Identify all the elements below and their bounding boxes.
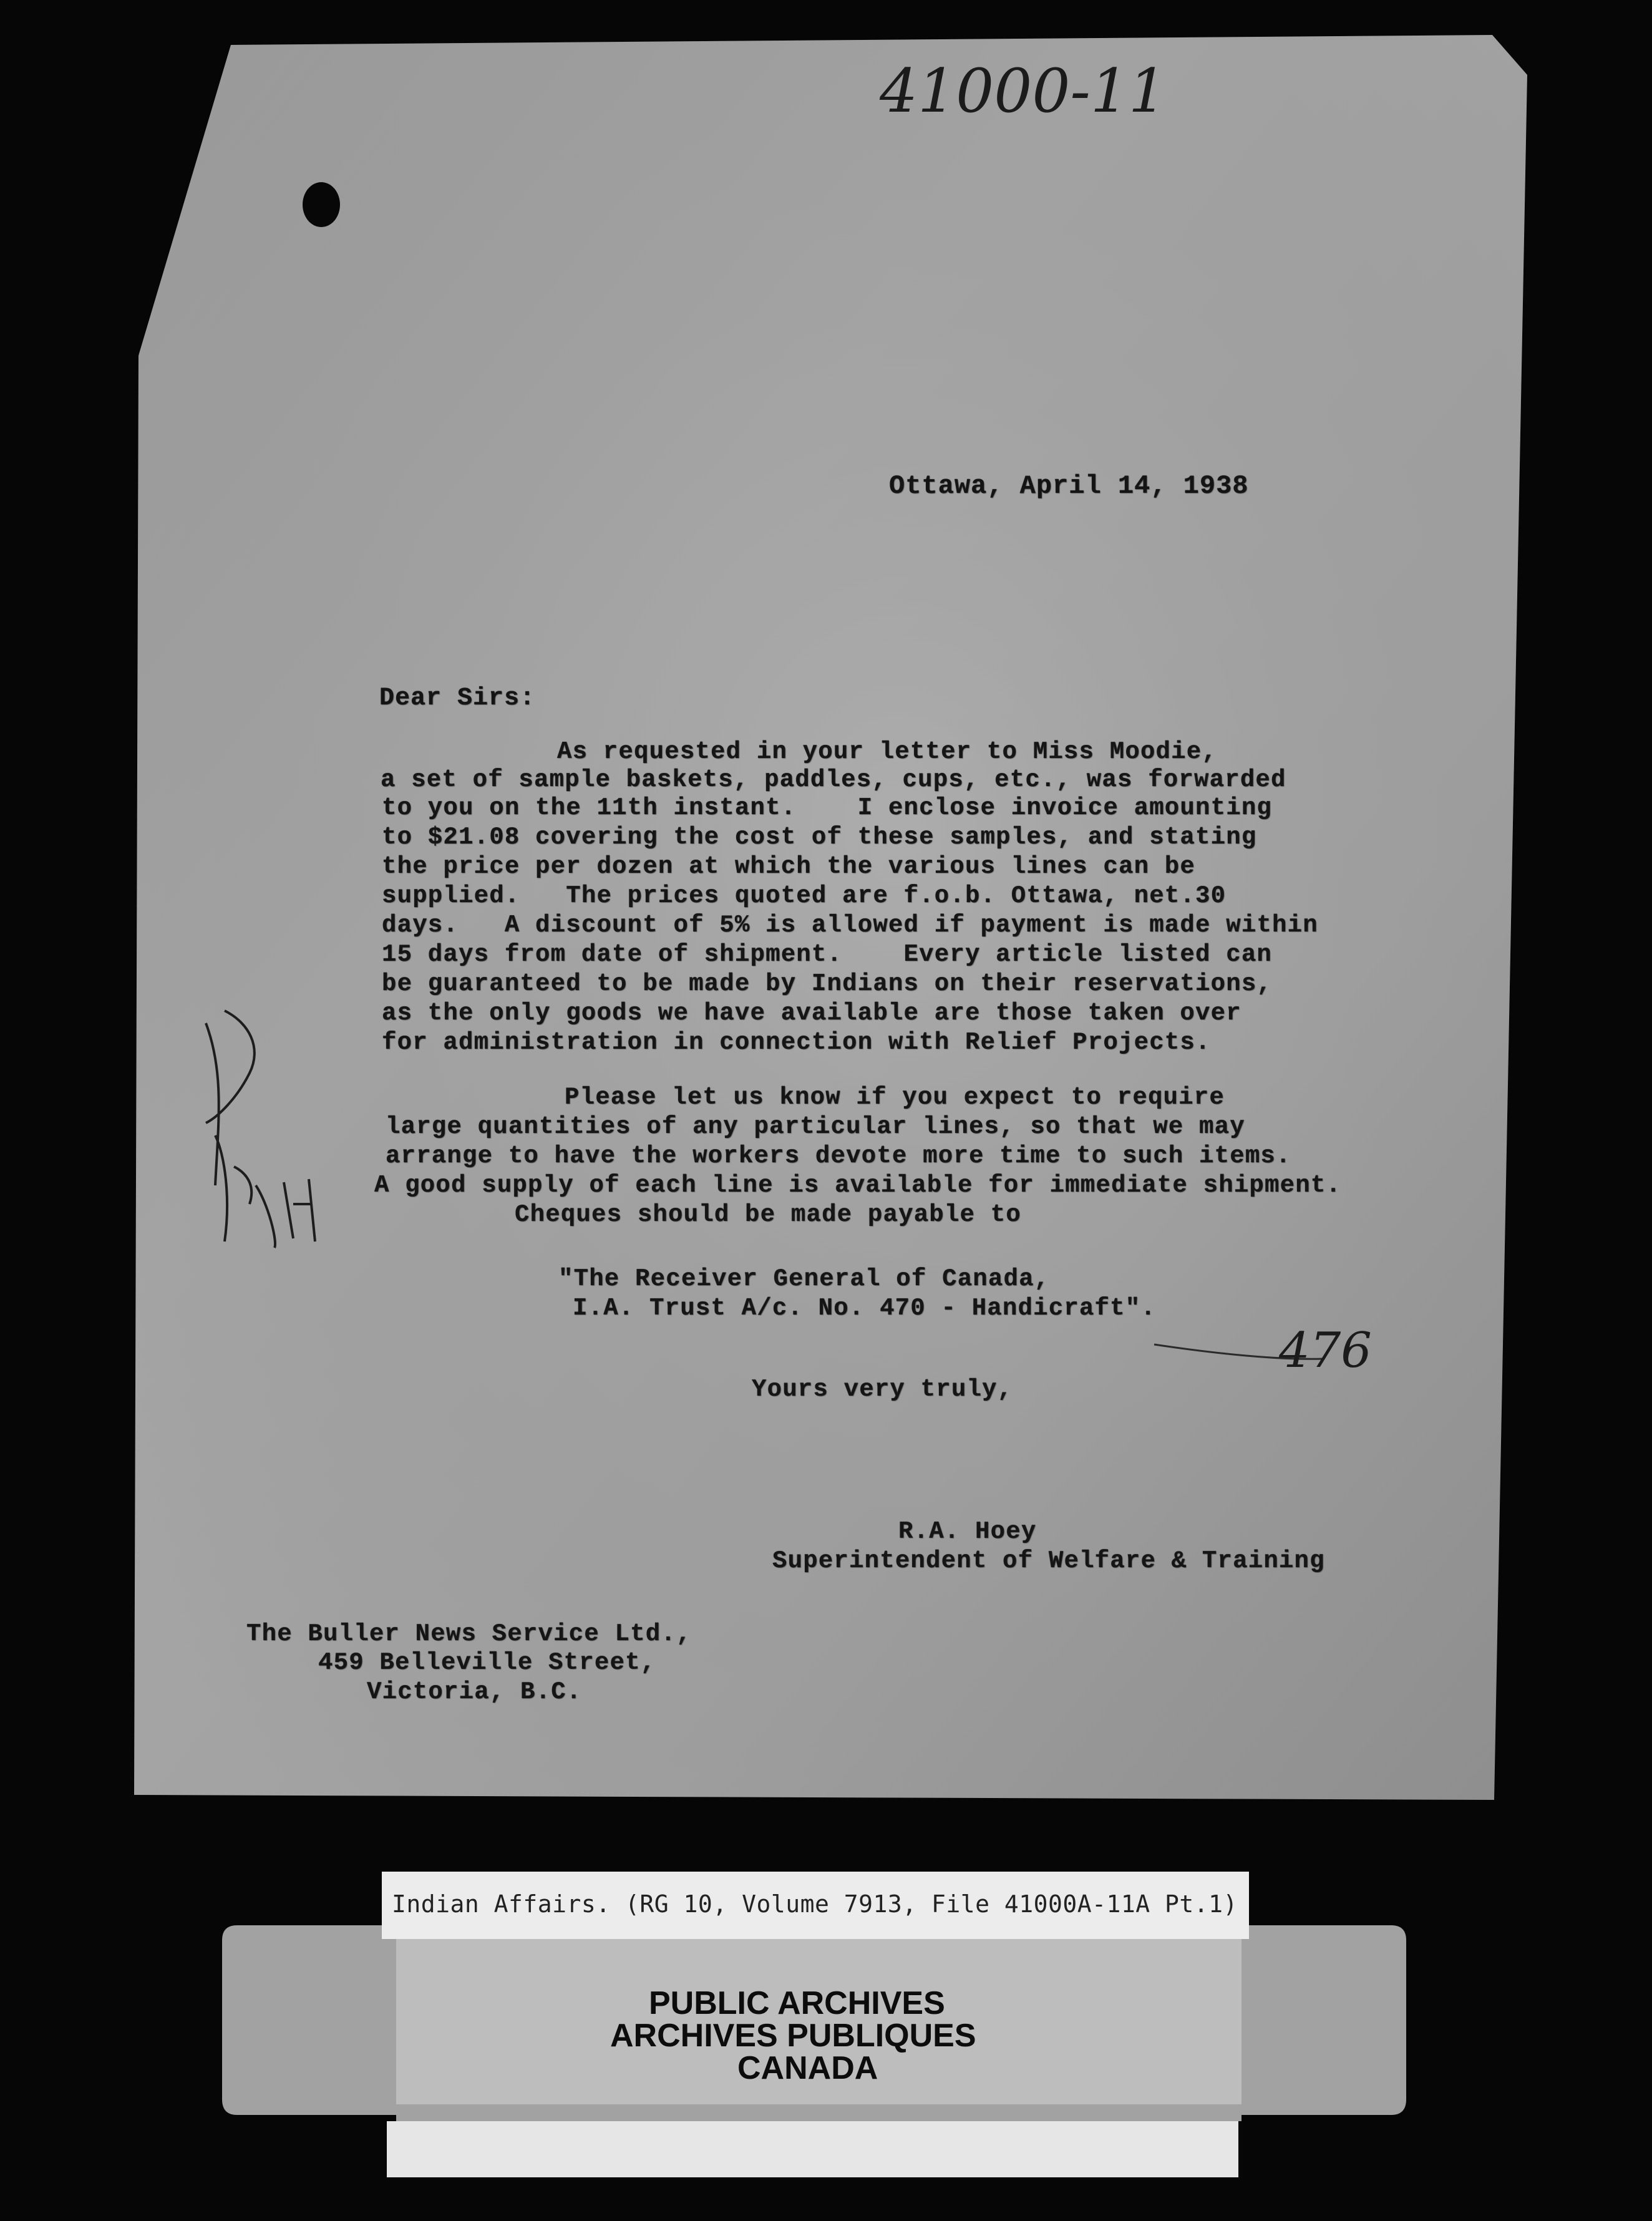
recipient-line: The Buller News Service Ltd., — [246, 1620, 692, 1648]
recipient-line: 459 Belleville Street, — [318, 1649, 656, 1676]
signer-name: R.A. Hoey — [898, 1518, 1037, 1545]
paragraph1-line: to $21.08 covering the cost of these samples, and stating — [382, 824, 1257, 851]
paragraph1-line: 15 days from date of shipment. Every article listed can — [382, 941, 1273, 968]
paragraph1-line: to you on the 11th instant. I enclose invoice amounting — [382, 794, 1273, 822]
paragraph2-line: large quantities of any particular lines, so that we may — [386, 1113, 1245, 1140]
paragraph1-line: As requested in your letter to Miss Moodie, — [557, 738, 1217, 765]
date-line: Ottawa, April 14, 1938 — [889, 471, 1249, 501]
paragraph1-line: days. A discount of 5% is allowed if payment is made within — [382, 911, 1318, 939]
signer-title: Superintendent of Welfare & Training — [772, 1547, 1325, 1575]
salutation: Dear Sirs: — [379, 684, 536, 712]
handwritten-number: 476 — [1279, 1323, 1372, 1379]
payee-line: "The Receiver General of Canada, — [558, 1265, 1050, 1293]
stamp-line: PUBLIC ARCHIVES — [649, 1985, 945, 2021]
payee-line: I.A. Trust A/c. No. 470 - Handicraft". — [573, 1295, 1156, 1322]
paragraph1-line: be guaranteed to be made by Indians on their reservations, — [382, 970, 1273, 998]
paragraph1-line: for administration in connection with Relief Projects. — [382, 1029, 1211, 1056]
paragraph1-line: as the only goods we have available are those taken over — [382, 999, 1241, 1027]
stamp-line: ARCHIVES PUBLIQUES — [610, 2018, 976, 2054]
file-number-handwritten: 41000-11 — [880, 56, 1167, 126]
closing: Yours very truly, — [752, 1376, 1013, 1403]
paragraph2-line: Cheques should be made payable to — [515, 1201, 1021, 1228]
paragraph1-line: a set of sample baskets, paddles, cups, etc., was forwarded — [381, 766, 1286, 794]
paragraph2-line: A good supply of each line is available for immediate shipment. — [374, 1172, 1342, 1199]
punch-hole — [303, 182, 340, 227]
paragraph1-line: supplied. The prices quoted are f.o.b. Ottawa, net.30 — [382, 882, 1227, 910]
paragraph2-line: arrange to have the workers devote more time to such items. — [386, 1142, 1291, 1170]
paragraph2-line: Please let us know if you expect to require — [565, 1084, 1225, 1111]
paragraph1-line: the price per dozen at which the various lines can be — [382, 853, 1196, 880]
stamp-line: CANADA — [737, 2050, 878, 2086]
archive-reference: Indian Affairs. (RG 10, Volume 7913, File 41000A-11A Pt.1) — [392, 1890, 1238, 1918]
recipient-line: Victoria, B.C. — [367, 1678, 582, 1706]
